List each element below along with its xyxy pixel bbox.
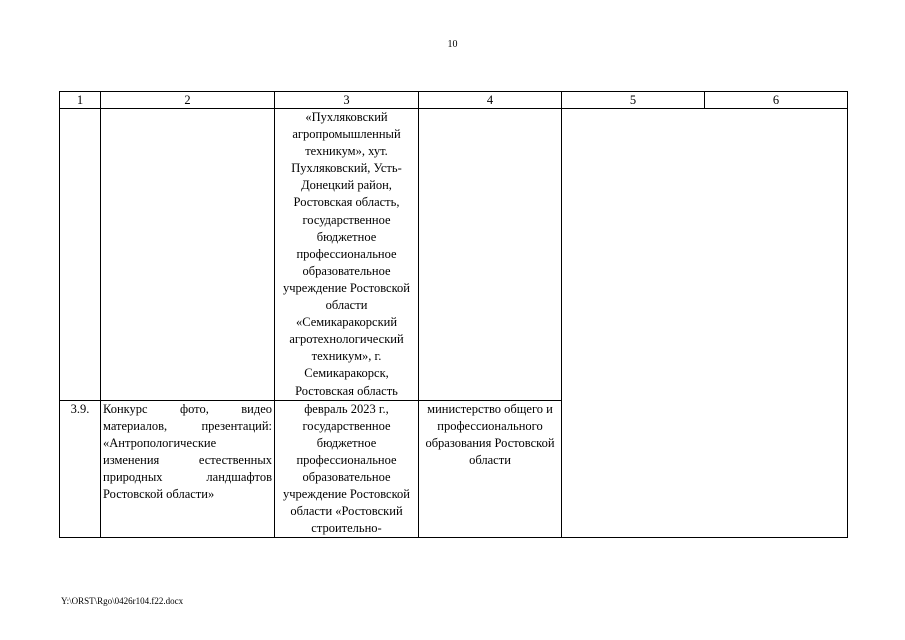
event-date-place: февраль 2023 г., государственное бюджетное профессиональное образовательное учреждение Ростовской области «Ростовский строительно- [275, 400, 419, 538]
event-responsible: министерство общего и профессионального образования Ростовской области [419, 400, 562, 538]
header-col-5: 5 [562, 92, 705, 109]
header-col-1: 1 [60, 92, 101, 109]
header-col-6: 6 [705, 92, 848, 109]
header-col-4: 4 [419, 92, 562, 109]
events-table [59, 91, 848, 538]
row-number: 3.9. [60, 400, 101, 538]
cell-date-place: «Пухляковский агропромышленный техникум», хут. Пухляковский, Усть-Донецкий район, Ростовская область, государственное бюджетное профессиональное образовательное учреждение Ростовской области «Семикаракорский агротехнологический техникум», г. Семикаракорск, Ростовская область [275, 109, 419, 401]
cell-empty [101, 109, 275, 401]
cell-empty [60, 109, 101, 401]
header-col-2: 2 [101, 92, 275, 109]
cell-empty [419, 109, 562, 401]
header-row [60, 92, 848, 109]
file-path-footer: Y:\ORST\Rgo\0426r104.f22.docx [61, 596, 184, 606]
page-number: 10 [447, 39, 458, 50]
event-title: Конкурс фото, видео материалов, презентаций: «Антропологические изменения естественных природных ландшафтов Ростовской области» [101, 400, 275, 538]
cell-merged-5-6 [562, 109, 848, 538]
header-col-3: 3 [275, 92, 419, 109]
continuation-row [60, 109, 848, 401]
